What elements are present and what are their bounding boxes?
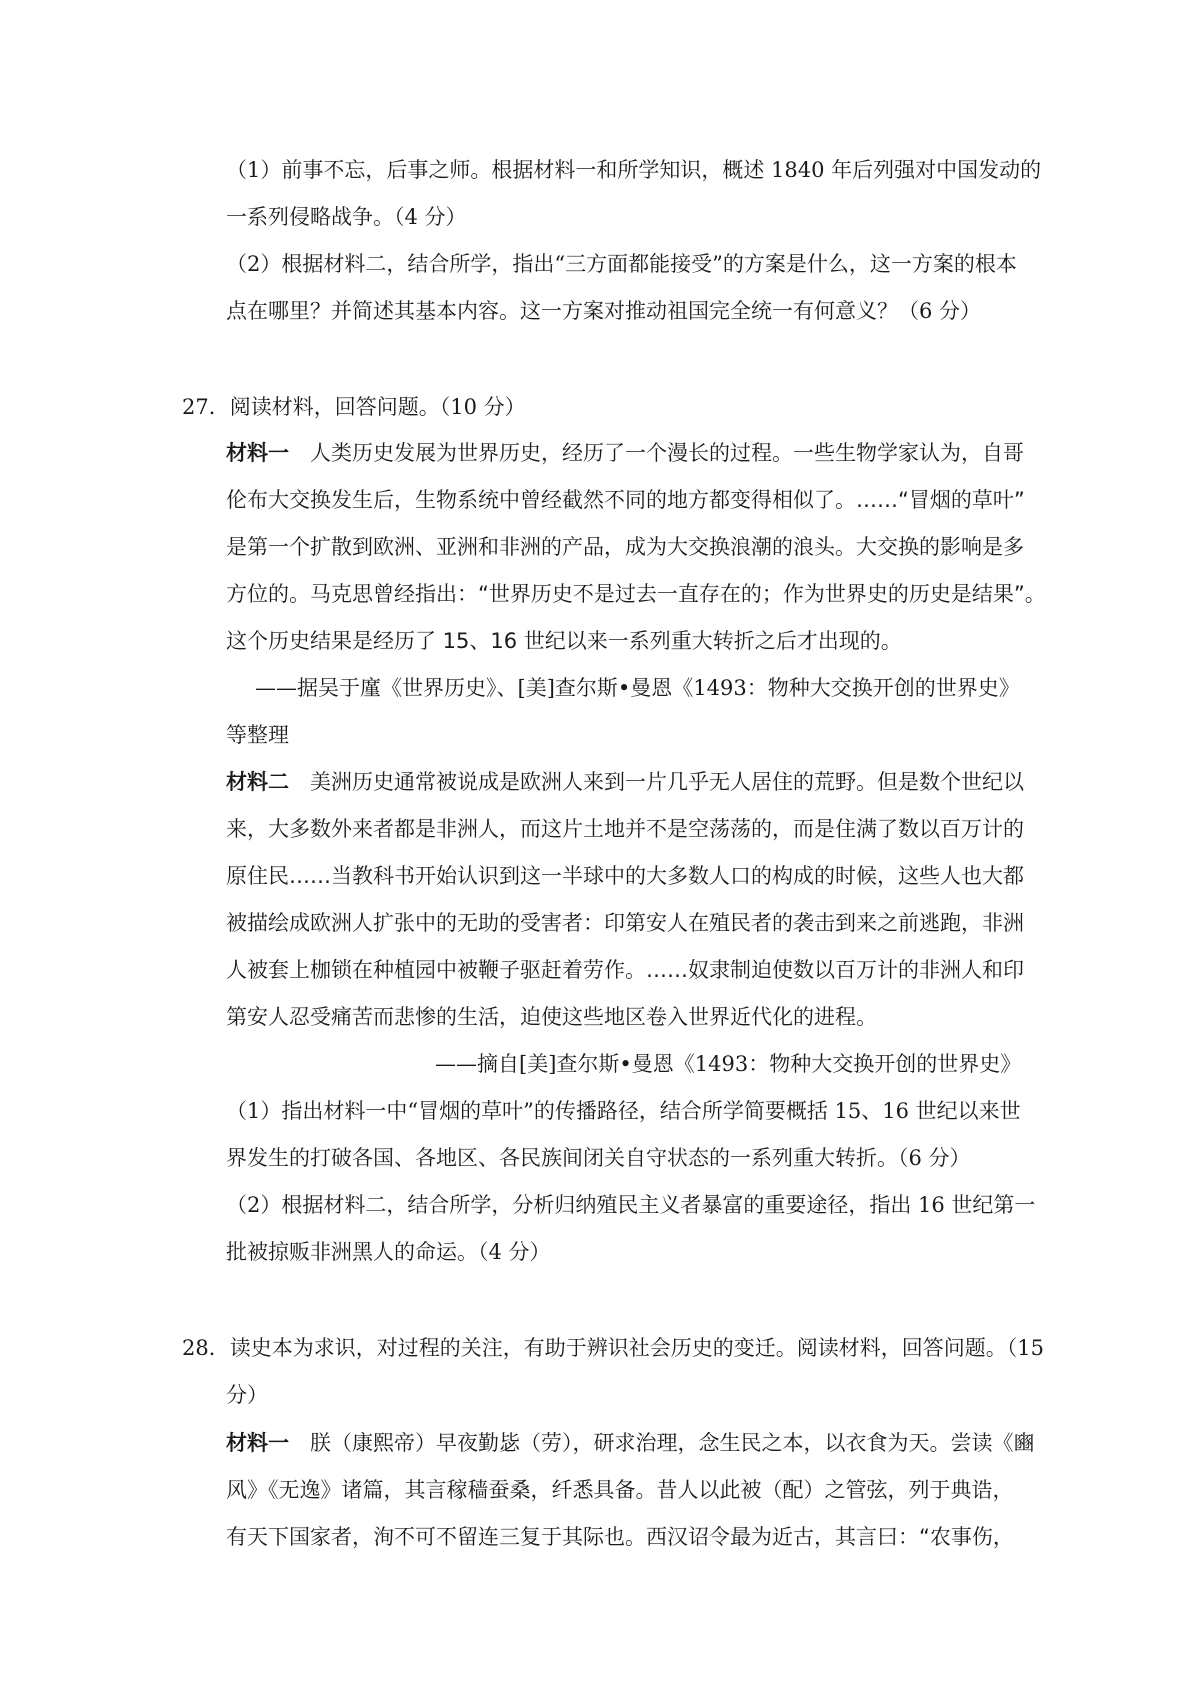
q27-m2-citation: ——摘自[美]查尔斯•曼恩《1493：物种大交换开创的世界史》 xyxy=(435,1052,1022,1076)
q27-m2-line1 xyxy=(226,767,1024,797)
q27-m2-line5: 人被套上枷锁在种植园中被鞭子驱赶着劳作。……奴隶制迫使数以百万计的非洲人和印 xyxy=(226,958,1024,982)
q27-m1-line2: 伦布大交换发生后，生物系统中曾经截然不同的地方都变得相似了。……“冒烟的草叶” xyxy=(226,488,1025,512)
q27-m1-citation-line1: ——据吴于廑《世界历史》、[美]查尔斯•曼恩《1493：物种大交换开创的世界史》 xyxy=(255,676,1020,700)
q27-m1-label: 材料一 xyxy=(226,441,289,465)
q26-sub2-line2: 点在哪里？并简述其基本内容。这一方案对推动祖国完全统一有何意义？（6 分） xyxy=(226,299,982,323)
q28-m1-line2: 风》《无逸》诸篇，其言稼穑蚕桑，纤悉具备。昔人以此被（配）之管弦，列于典诰， xyxy=(226,1478,1014,1502)
q28-m1-line3: 有天下国家者，洵不可不留连三复于其际也。西汉诏令最为近古，其言曰：“农事伤， xyxy=(226,1525,1014,1549)
q26-sub1-line1: （1）前事不忘，后事之师。根据材料一和所学知识，概述 1840 年后列强对中国发动的 xyxy=(226,158,1042,182)
q27-sub1-line1: （1）指出材料一中“冒烟的草叶”的传播路径，结合所学简要概括 15、16 世纪以来世 xyxy=(226,1099,1021,1123)
q27-m2-line6: 第安人忍受痛苦而悲惨的生活，迫使这些地区卷入世界近代化的进程。 xyxy=(226,1005,877,1029)
q27-m2-text-line1: 美洲历史通常被说成是欧洲人来到一片几乎无人居住的荒野。但是数个世纪以 xyxy=(310,770,1024,794)
q28-header-line2: 分） xyxy=(226,1383,268,1407)
q28-m1-label: 材料一 xyxy=(226,1431,289,1455)
q28-m1-text-line1: 朕（康熙帝）早夜勤毖（劳），研求治理，念生民之本，以衣食为天。尝读《豳 xyxy=(310,1431,1035,1455)
q27-m2-label: 材料二 xyxy=(226,770,289,794)
q26-sub1-line2: 一系列侵略战争。（4 分） xyxy=(226,205,467,229)
q26-sub2-line1: （2）根据材料二，结合所学，指出“三方面都能接受”的方案是什么，这一方案的根本 xyxy=(226,252,1017,276)
q28-m1-line1 xyxy=(226,1428,1035,1458)
q27-m2-line2: 来，大多数外来者都是非洲人，而这片土地并不是空荡荡的，而是住满了数以百万计的 xyxy=(226,817,1024,841)
q27-sub2-line2: 批被掠贩非洲黑人的命运。（4 分） xyxy=(226,1240,551,1264)
q27-m1-line3: 是第一个扩散到欧洲、亚洲和非洲的产品，成为大交换浪潮的浪头。大交换的影响是多 xyxy=(226,535,1024,559)
q27-m2-line3: 原住民……当教科书开始认识到这一半球中的大多数人口的构成的时候，这些人也大都 xyxy=(226,864,1024,888)
q27-m1-citation-line2: 等整理 xyxy=(226,723,289,747)
q27-sub1-line2: 界发生的打破各国、各地区、各民族间闭关自守状态的一系列重大转折。（6 分） xyxy=(226,1146,971,1170)
q27-sub2-line1: （2）根据材料二，结合所学，分析归纳殖民主义者暴富的重要途径，指出 16 世纪第一 xyxy=(226,1193,1036,1217)
q28-header-line1: 28．读史本为求识，对过程的关注，有助于辨识社会历史的变迁。阅读材料，回答问题。（15 xyxy=(182,1336,1044,1360)
q27-m1-text-line1: 人类历史发展为世界历史，经历了一个漫长的过程。一些生物学家认为，自哥 xyxy=(310,441,1024,465)
q27-header: 27．阅读材料，回答问题。（10 分） xyxy=(182,395,526,419)
q27-m2-line4: 被描绘成欧洲人扩张中的无助的受害者：印第安人在殖民者的袭击到来之前逃跑，非洲 xyxy=(226,911,1024,935)
q27-m1-line4: 方位的。马克思曾经指出：“世界历史不是过去一直存在的；作为世界史的历史是结果”。 xyxy=(226,582,1046,606)
q27-m1-line5: 这个历史结果是经历了 15、16 世纪以来一系列重大转折之后才出现的。 xyxy=(226,629,902,653)
q27-m1-line1 xyxy=(226,438,1024,468)
